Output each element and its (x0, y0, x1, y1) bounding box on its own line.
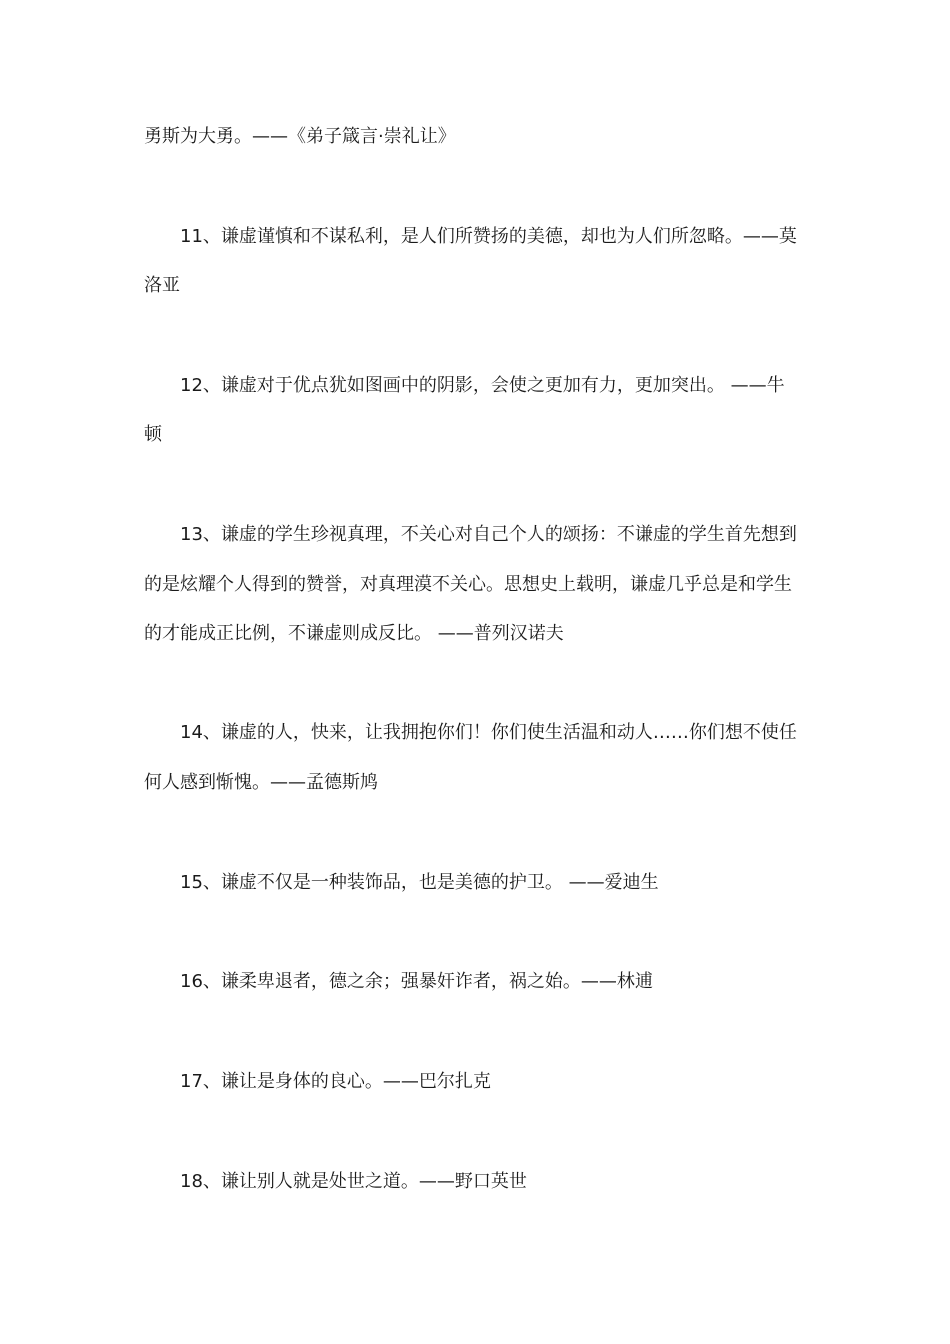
quote-11-line-1: 11、谦虚谨慎和不谋私利，是人们所赞扬的美德，却也为人们所忽略。——莫 (180, 226, 797, 247)
quote-13-line-1: 13、谦虚的学生珍视真理，不关心对自己个人的颂扬：不谦虚的学生首先想到 (180, 524, 797, 545)
quote-14-line-1: 14、谦虚的人，快来，让我拥抱你们！你们使生活温和动人……你们想不使任 (180, 722, 797, 743)
quote-15: 15、谦虚不仅是一种装饰品，也是美德的护卫。 ——爱迪生 (180, 872, 659, 893)
quote-13-line-2: 的是炫耀个人得到的赞誉，对真理漠不关心。思想史上载明，谦虚几乎总是和学生 (144, 574, 792, 595)
quote-12-line-1: 12、谦虚对于优点犹如图画中的阴影，会使之更加有力，更加突出。 ——牛 (180, 375, 785, 396)
quote-16: 16、谦柔卑退者，德之余；强暴奸诈者，祸之始。——林逋 (180, 971, 653, 992)
quote-13-line-3: 的才能成正比例，不谦虚则成反比。 ——普列汉诺夫 (144, 623, 564, 644)
quote-14-line-2: 何人感到惭愧。——孟德斯鸠 (144, 772, 378, 793)
quote-17: 17、谦让是身体的良心。——巴尔扎克 (180, 1071, 491, 1092)
quote-18: 18、谦让别人就是处世之道。——野口英世 (180, 1171, 527, 1192)
quote-12-line-2: 顿 (144, 424, 162, 445)
quote-11-line-2: 洛亚 (144, 275, 180, 296)
text-line: 勇斯为大勇。——《弟子箴言·崇礼让》 (144, 126, 456, 147)
